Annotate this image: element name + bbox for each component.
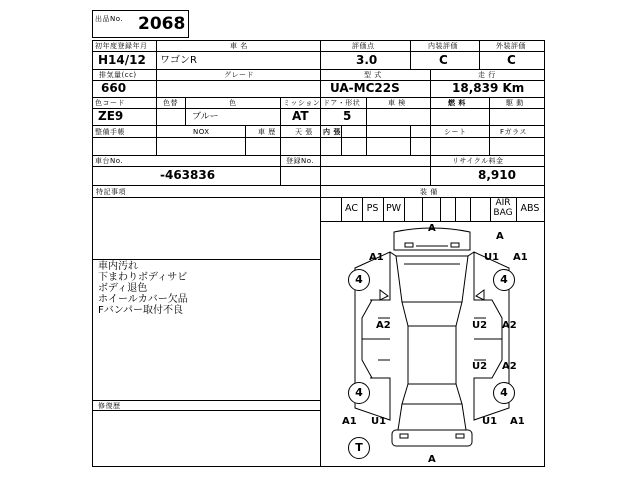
- chassis-value: -463836: [160, 168, 216, 182]
- equipment-airbag: AIR BAG: [493, 198, 513, 218]
- mark-right-front-door-a: A2: [502, 320, 517, 331]
- doors-label: ドア・形状: [323, 99, 361, 107]
- mark-right-front-fender-a: A1: [513, 252, 528, 263]
- mark-rear-left-u: U1: [371, 416, 387, 427]
- spare-tire: T: [348, 437, 370, 459]
- first-reg-label: 初年度登録年月: [95, 42, 148, 50]
- seat-label: シート: [444, 128, 467, 136]
- lot-number: 2068: [138, 14, 186, 34]
- mark-right-front-fender-u: U1: [484, 252, 500, 263]
- chassis-label: 車台No.: [95, 157, 124, 165]
- mark-right-rear-door-u: U2: [472, 361, 488, 372]
- headliner-label: 天 張: [295, 128, 313, 136]
- model-value: ワゴンR: [160, 55, 197, 66]
- grade-label: グレード: [224, 71, 254, 79]
- remark-line: 下まわりボディサビ: [98, 272, 188, 283]
- model-label: 車 名: [230, 42, 248, 50]
- transmission-label: ミッション: [283, 99, 321, 107]
- mark-front-bumper: A: [428, 223, 436, 234]
- repair-history-label: 修復歴: [98, 402, 121, 410]
- mark-right-front-door-u: U2: [472, 320, 488, 331]
- mileage-value: 18,839 Km: [452, 81, 525, 95]
- score-value: 3.0: [356, 53, 378, 67]
- exterior-value: C: [507, 53, 516, 67]
- recycle-value: 8,910: [478, 168, 516, 182]
- tire-rear-left: 4: [348, 382, 370, 404]
- interior-trim-label: 内 張: [323, 128, 341, 136]
- remark-line: Fバンパー取付不良: [98, 305, 184, 316]
- type-label: 型 式: [364, 71, 382, 79]
- color-change-label: 色替: [163, 99, 178, 107]
- color-value: ブルー: [192, 112, 219, 122]
- registration-label: 登録No.: [286, 157, 315, 165]
- displacement-label: 排気量(cc): [99, 71, 137, 79]
- mark-rear-bumper: A: [428, 454, 436, 465]
- mark-rear-right-u: U1: [482, 416, 498, 427]
- fuel-label: 燃 料: [448, 99, 466, 107]
- windshield-label: Fガラス: [500, 128, 527, 136]
- score-label: 評価点: [352, 42, 375, 50]
- tire-rear-right: 4: [493, 382, 515, 404]
- color-code-value: ZE9: [98, 109, 124, 123]
- drive-label: 駆 動: [506, 99, 524, 107]
- recycle-label: リサイクル料金: [452, 157, 504, 165]
- remark-line: ホイールカバー欠品: [98, 294, 188, 305]
- transmission-value: AT: [292, 109, 309, 123]
- history-label: 車 歴: [258, 128, 276, 136]
- color-code-label: 色コード: [95, 99, 125, 107]
- service-manual-label: 整備手帳: [95, 128, 125, 136]
- mark-right-rear-door-a: A2: [502, 361, 517, 372]
- mark-rear-right-quarter: A1: [510, 416, 525, 427]
- mark-left-front-fender: A1: [369, 252, 384, 263]
- remark-line: 車内汚れ: [98, 261, 138, 272]
- type-value: UA-MC22S: [330, 81, 400, 95]
- first-reg-value: H14/12: [98, 53, 146, 67]
- exterior-label: 外装評価: [496, 42, 526, 50]
- tire-front-left: 4: [348, 269, 370, 291]
- equipment-ac: AC: [345, 203, 358, 214]
- interior-label: 内装評価: [428, 42, 458, 50]
- equipment-label: 装 備: [420, 188, 438, 196]
- equipment-ps: PS: [366, 203, 379, 214]
- equipment-pw: PW: [385, 203, 402, 214]
- mark-rear-left-quarter: A1: [342, 416, 357, 427]
- mark-left-front-door: A2: [376, 320, 391, 331]
- nox-label: NOX: [193, 128, 210, 136]
- remarks-label: 特記事項: [96, 188, 126, 196]
- doors-value: 5: [343, 109, 352, 123]
- inspection-label: 車 検: [388, 99, 406, 107]
- remark-line: ボディ退色: [98, 283, 148, 294]
- displacement-value: 660: [101, 81, 127, 95]
- tire-front-right: 4: [493, 269, 515, 291]
- mark-front-right: A: [496, 231, 504, 242]
- mileage-label: 走 行: [478, 71, 496, 79]
- lot-label: 出品No.: [95, 15, 124, 23]
- equipment-abs: ABS: [520, 203, 540, 214]
- interior-value: C: [439, 53, 448, 67]
- color-label: 色: [229, 99, 237, 107]
